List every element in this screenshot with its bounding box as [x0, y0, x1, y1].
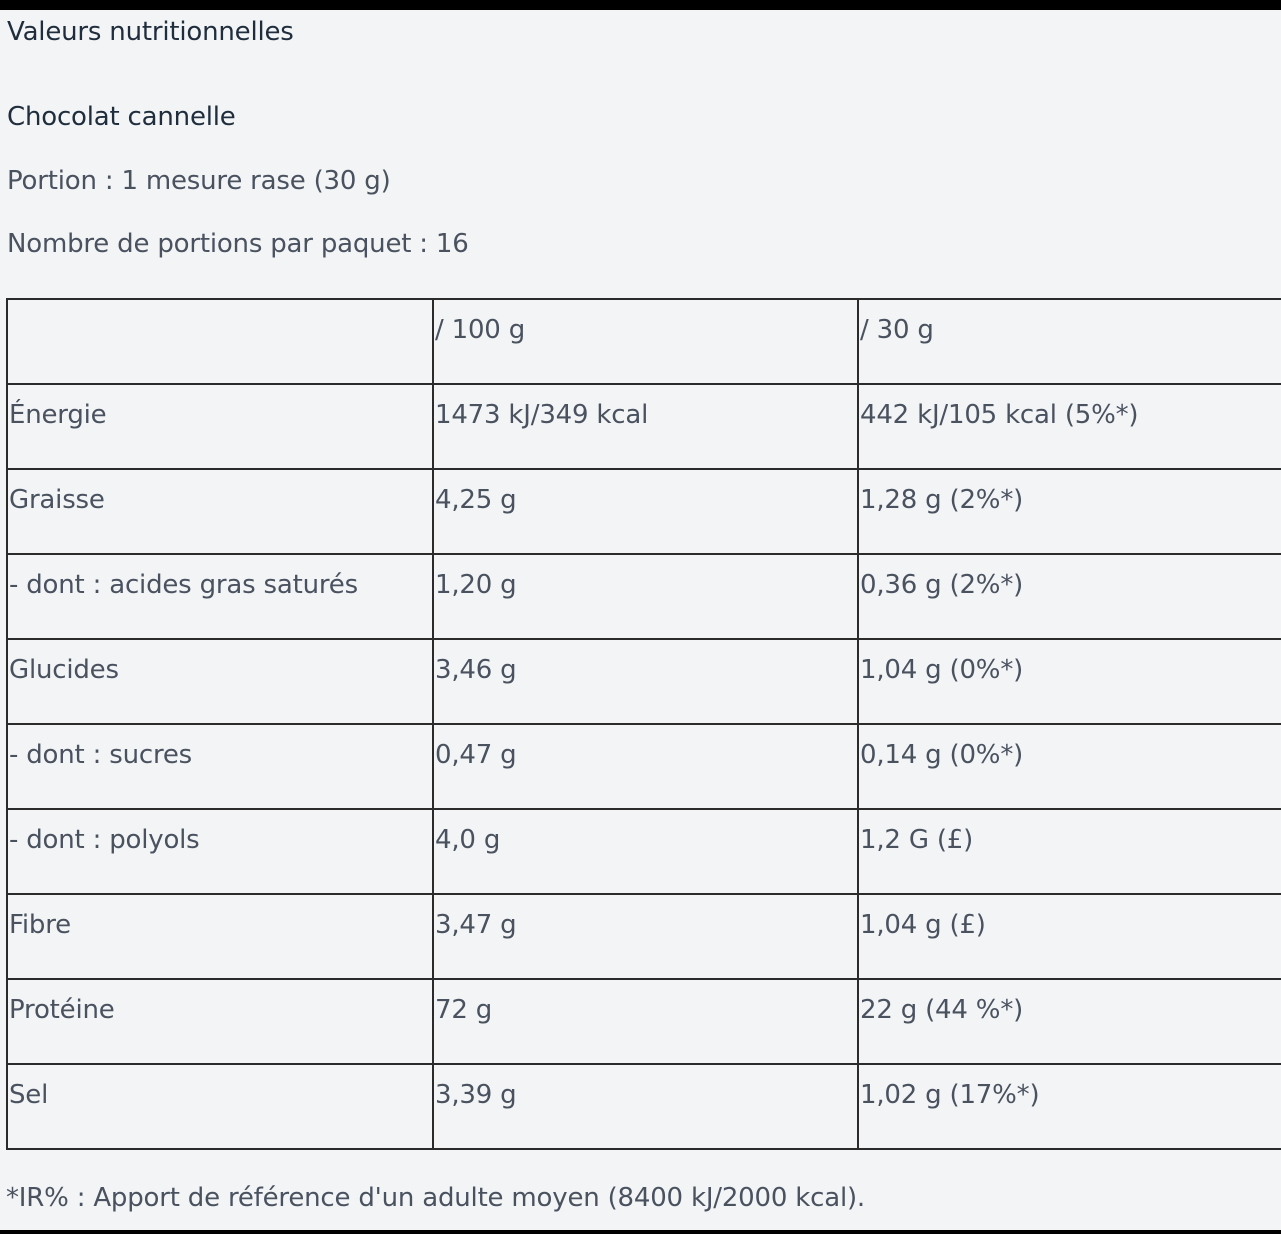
per-portion-cell: 1,04 g (£) — [858, 894, 1281, 979]
table-row — [7, 384, 1281, 469]
per-100g-cell: 3,47 g — [433, 894, 858, 979]
table-header-row — [7, 299, 1281, 384]
nutrient-name-cell: - dont : acides gras saturés — [7, 554, 433, 639]
nutrient-name-cell: Protéine — [7, 979, 433, 1064]
nutrient-name-cell: - dont : sucres — [7, 724, 433, 809]
per-100g-cell: 3,46 g — [433, 639, 858, 724]
nutrient-name-cell: - dont : polyols — [7, 809, 433, 894]
table-row — [7, 469, 1281, 554]
per-portion-cell: 0,36 g (2%*) — [858, 554, 1281, 639]
product-name: Chocolat cannelle — [7, 102, 236, 132]
table-row — [7, 639, 1281, 724]
table-row — [7, 894, 1281, 979]
per-100g-cell: 3,39 g — [433, 1064, 858, 1149]
table-row — [7, 724, 1281, 809]
per-portion-cell: 1,04 g (0%*) — [858, 639, 1281, 724]
per-portion-cell: 442 kJ/105 kcal (5%*) — [858, 384, 1281, 469]
table-row — [7, 809, 1281, 894]
nutrient-name-cell: Glucides — [7, 639, 433, 724]
per-100g-cell: 4,25 g — [433, 469, 858, 554]
nutrient-name-cell: Fibre — [7, 894, 433, 979]
per-100g-cell: 72 g — [433, 979, 858, 1064]
reference-intake-footnote: *IR% : Apport de référence d'un adulte moyen (8400 kJ/2000 kcal). — [6, 1183, 865, 1213]
per-portion-cell: 1,28 g (2%*) — [858, 469, 1281, 554]
per-100g-cell: 1,20 g — [433, 554, 858, 639]
header-cell-per-portion: / 30 g — [858, 299, 1281, 384]
section-title: Valeurs nutritionnelles — [7, 17, 294, 47]
portion-size: Portion : 1 mesure rase (30 g) — [7, 166, 391, 196]
nutrient-name-cell: Graisse — [7, 469, 433, 554]
nutrition-panel — [0, 10, 1281, 1230]
per-portion-cell: 0,14 g (0%*) — [858, 724, 1281, 809]
portions-per-pack: Nombre de portions par paquet : 16 — [7, 229, 469, 259]
nutrition-table — [6, 298, 1281, 1150]
nutrient-name-cell: Sel — [7, 1064, 433, 1149]
table-row — [7, 1064, 1281, 1149]
per-portion-cell: 1,2 G (£) — [858, 809, 1281, 894]
per-100g-cell: 4,0 g — [433, 809, 858, 894]
per-100g-cell: 0,47 g — [433, 724, 858, 809]
nutrient-name-cell: Énergie — [7, 384, 433, 469]
table-row — [7, 979, 1281, 1064]
per-100g-cell: 1473 kJ/349 kcal — [433, 384, 858, 469]
header-cell-per-100g: / 100 g — [433, 299, 858, 384]
per-portion-cell: 1,02 g (17%*) — [858, 1064, 1281, 1149]
per-portion-cell: 22 g (44 %*) — [858, 979, 1281, 1064]
header-cell-nutrient — [7, 299, 433, 384]
table-row — [7, 554, 1281, 639]
